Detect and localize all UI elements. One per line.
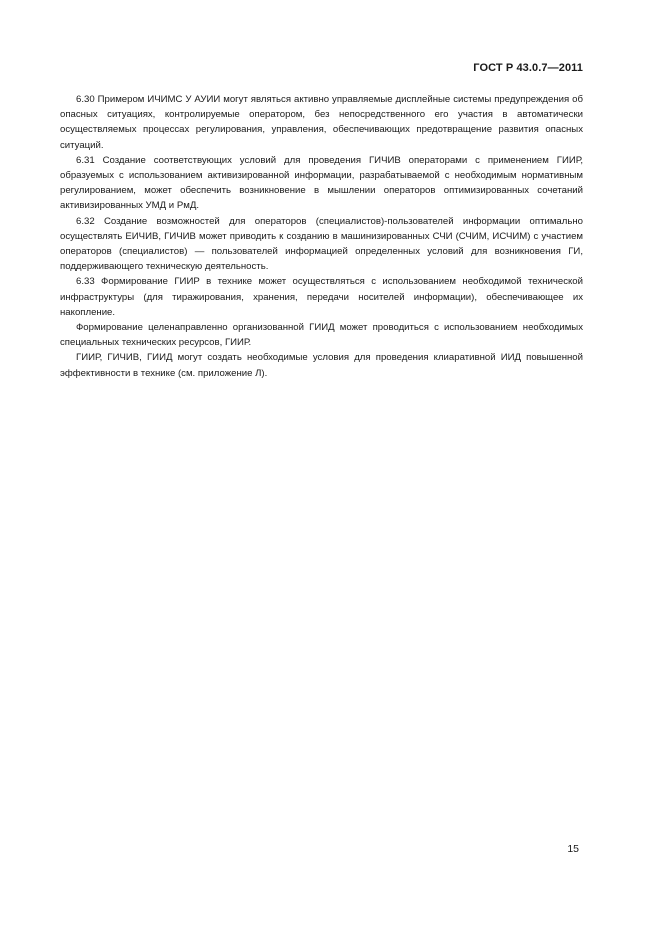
document-header-standard-code: ГОСТ Р 43.0.7—2011: [473, 62, 583, 74]
paragraph-6-30: 6.30 Примером ИЧИМС У АУИИ могут являться активно управляемые дисплейные системы предупреждения об опасных ситуациях, контролируемые оператором, без непосредственного его участия в автоматически осуществляемых процессах регулирования, управления, обеспечивающих предотвращение развития опасных ситуаций.: [60, 94, 583, 151]
page-number: 15: [567, 843, 579, 855]
document-body: [60, 92, 583, 381]
paragraph-6-33: 6.33 Формирование ГИИР в технике может осуществляться с использованием необходимой технической инфраструктуры (для тиражирования, хранения, передачи носителей информации), обеспечивающее их накопление.: [60, 276, 583, 318]
paragraph-giid-formation: Формирование целенаправленно организованной ГИИД может проводиться с использованием необходимых специальных технических ресурсов, ГИИР.: [60, 322, 583, 349]
paragraph-conditions: ГИИР, ГИЧИВ, ГИИД могут создать необходимые условия для проведения клиаративной ИИД повышенной эффективности в технике (см. приложение Л).: [60, 352, 583, 379]
paragraph-6-32: 6.32 Создание возможностей для операторов (специалистов)-пользователей информации оптимально осуществлять ЕИЧИВ, ГИЧИВ может приводить к созданию в машинизированных СЧИ (СЧИМ, ИСЧИМ) с участием операторов (специалистов) — пользователей информацией определенных условий для возникновения ГИ, поддерживающего техническую деятельность.: [60, 215, 583, 273]
paragraph-6-31: 6.31 Создание соответствующих условий для проведения ГИЧИВ операторами с применением ГИИР, образуемых с использованием активизированной информации, разрабатываемой с необходимым нормативным регулированием, может обеспечить возникновение в мышлении операторов оптимизированных сочетаний активизированных УМД и РмД.: [60, 154, 583, 212]
